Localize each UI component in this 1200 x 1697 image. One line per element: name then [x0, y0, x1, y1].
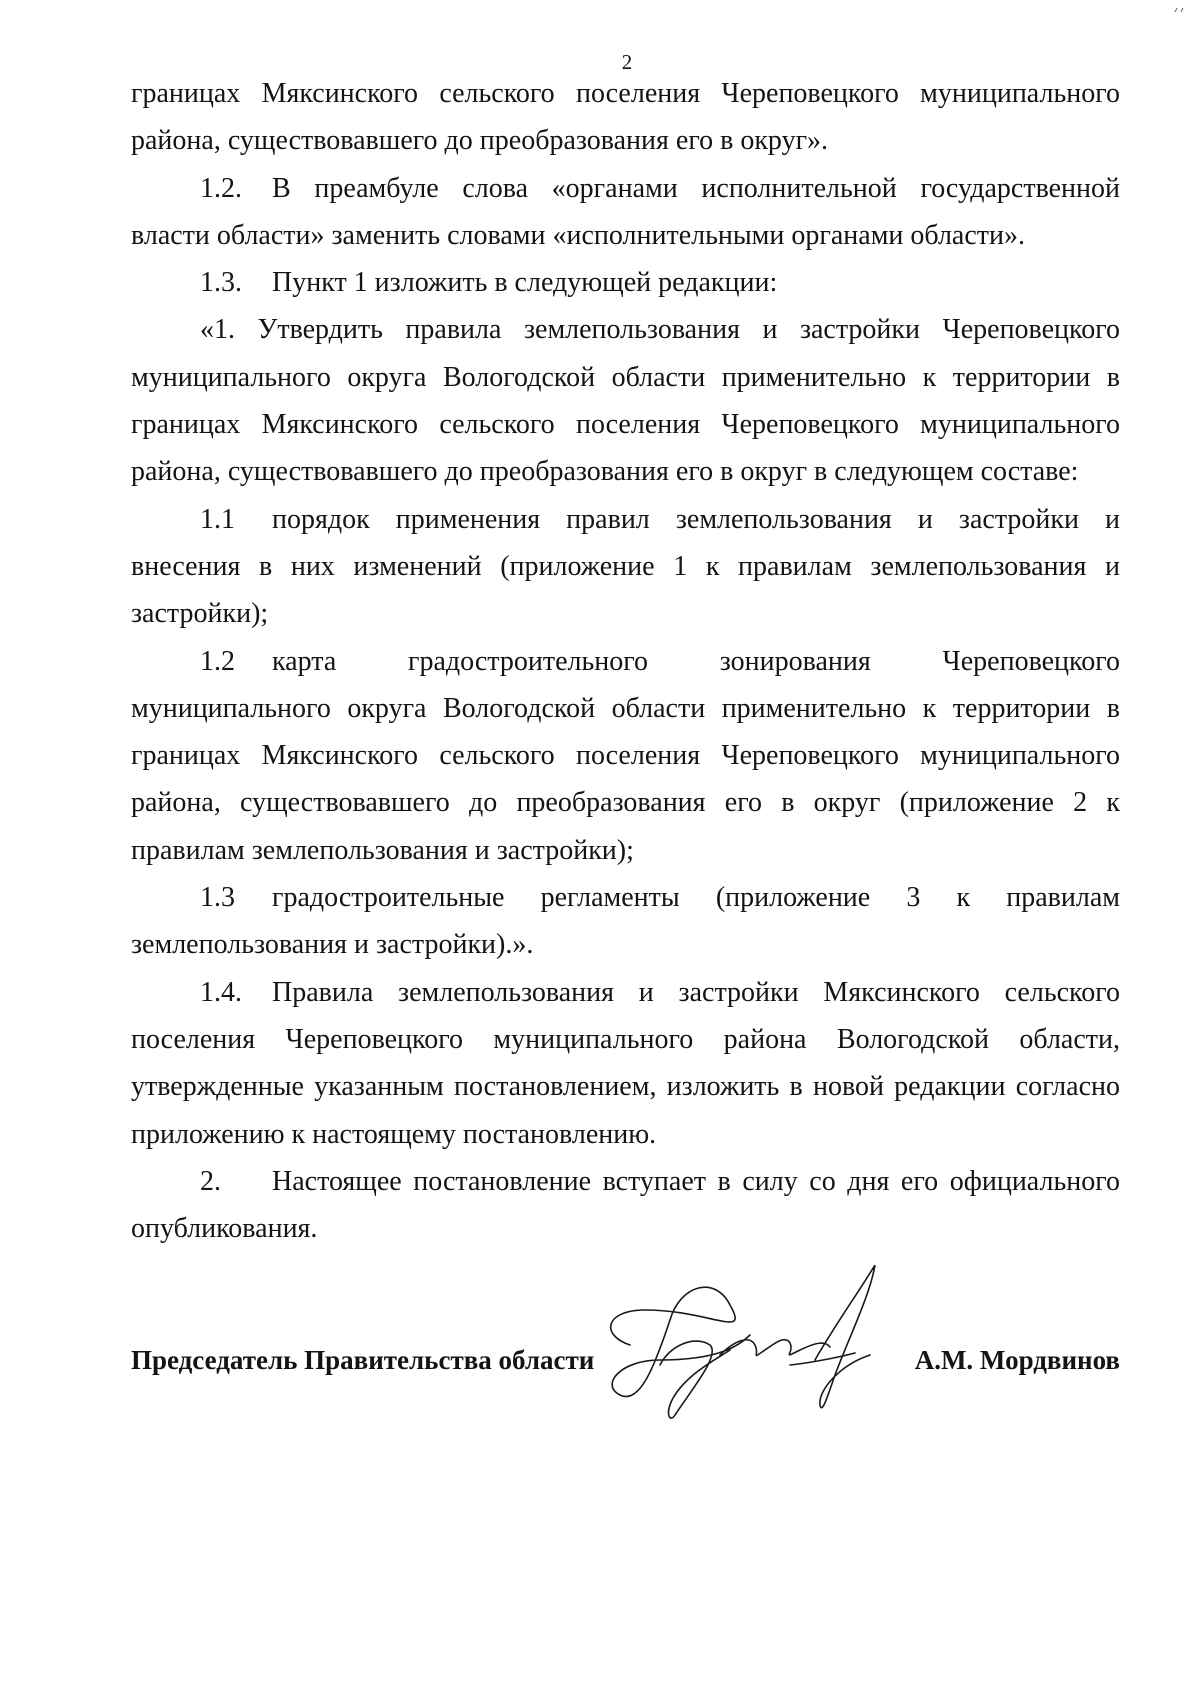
signer-name: А.М. Мордвинов — [914, 1345, 1120, 1375]
paragraph-text: порядок применения правил землепользования и застройки и внесения в них изменений (приложение 1 к правилам землепользования и застройки); — [131, 503, 1120, 630]
paragraph-text: Правила землепользования и застройки Мяксинского сельского поселения Череповецкого муниципального района Вологодской области, утвержденные указанным постановлением, изложить в новой редакции согласно приложению к настоящему постановлению. — [131, 976, 1120, 1150]
signature-block — [131, 1340, 1120, 1380]
paragraph-number: 1.1 — [200, 503, 235, 535]
paragraph-number: 2. — [200, 1165, 221, 1197]
paragraph-text: Настоящее постановление вступает в силу со дня его официального опубликования. — [131, 1165, 1120, 1245]
paragraph-1-4 — [131, 969, 1120, 1158]
paragraph-1-3 — [131, 259, 1120, 306]
paragraph-quoted-1 — [131, 306, 1120, 495]
paragraph-quoted-1-2 — [131, 638, 1120, 874]
paragraph-text: границах Мяксинского сельского поселения Череповецкого муниципального района, существовавшего до преобразования его в округ». — [131, 78, 1120, 157]
document-body — [131, 70, 1120, 1252]
paragraph-number: 1.2. — [200, 172, 242, 204]
paragraph-1-2 — [131, 165, 1120, 260]
paragraph-2 — [131, 1158, 1120, 1253]
paragraph-number: 1.4. — [200, 976, 242, 1008]
paragraph-continuation — [131, 70, 1120, 165]
paragraph-text: градостроительные регламенты (приложение 3 к правилам землепользования и застройки).». — [131, 882, 1120, 961]
page-number: 2 — [621, 50, 633, 74]
paragraph-text: В преамбуле слова «органами исполнительной государственной власти области» заменить словами «исполнительными органами области». — [131, 172, 1120, 251]
paragraph-quoted-1-3 — [131, 874, 1120, 969]
paragraph-text: «1. Утвердить правила землепользования и застройки Череповецкого муниципального округа Вологодской области применительно к территории в границах Мяксинского сельского поселения Череповецкого муниципального района, существовавшего до преобразования его в округ в следующем составе: — [131, 314, 1120, 488]
signer-position: Председатель Правительства области — [131, 1345, 595, 1375]
paragraph-number: 1.3 — [200, 882, 235, 914]
paragraph-number: 1.3. — [200, 267, 242, 299]
paragraph-text: Пункт 1 изложить в следующей редакции: — [272, 267, 778, 299]
scan-mark — [1174, 0, 1186, 6]
paragraph-quoted-1-1 — [131, 496, 1120, 638]
paragraph-number: 1.2 — [200, 645, 235, 677]
paragraph-text: карта градостроительного зонирования Череповецкого муниципального округа Вологодской области применительно к территории в границах Мяксинского сельского поселения Череповецкого муниципального района, существовавшего до преобразования его в округ (приложение 2 к правилам землепользования и застройки); — [131, 645, 1120, 866]
